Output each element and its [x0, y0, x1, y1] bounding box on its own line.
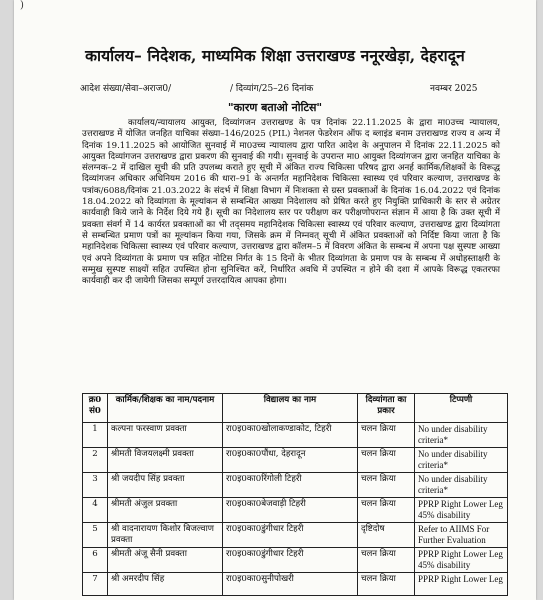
cell-serial: 3: [83, 473, 108, 498]
header-disability-type: दिव्यांगता का प्रकार: [358, 394, 415, 423]
cell-remark: No under disability criteria*: [415, 448, 508, 473]
cell-school: रा0इ0का0बेजवाड़ी टिहरी: [223, 498, 358, 523]
cell-name: श्री वादनारायण किशोर बिजल्वाण प्रवक्ता: [108, 523, 223, 548]
cell-name: कल्पना फरस्वाण प्रवक्ता: [108, 423, 223, 448]
cell-school: रा0इ0का0पौंधा, देहरादून: [223, 448, 358, 473]
cell-name: श्री जयदीप सिंह प्रवक्ता: [108, 473, 223, 498]
cell-school: रा0इ0का0डुंगीधार टिहरी: [223, 523, 358, 548]
table-row: [83, 523, 508, 548]
cell-school: रा0इ0का0सुनीपोखरी: [223, 573, 358, 596]
reference-number: आदेश संख्या/सेवा–अराज0/: [80, 84, 172, 94]
cell-remark: No under disability criteria*: [415, 473, 508, 498]
cell-type: चलन क्रिया: [358, 473, 415, 498]
cell-name: श्री अमरदीप सिंह: [108, 573, 223, 596]
cell-serial: 4: [83, 498, 108, 523]
header-school: विद्यालय का नाम: [223, 394, 358, 423]
notice-body: कार्यालय/न्यायालय आयुक्त, दिव्यांगजन उत्तराखण्ड के पत्र दिनांक 22.11.2025 के द्वारा मा0उच्च न्यायालय, उत्तराखण्ड में योजित जनहित याचिका संख्या–146/2025 (PIL) नेशनल फेडरेशन ऑफ द ब्लाइंड बनाम उत्तराखण्ड राज्य व अन्य में दिनांक 19.11.2025 को आयोजित सुनवाई में मा0उच्च न्यायालय द्वारा पारित आदेश के अनुपालन में दिनांक 22.11.2025 को आयुक्त दिव्यांगजन उत्तराखण्ड द्वारा प्रकरण की सुनवाई की गयी। सुनवाई के उपरान्त मा0 आयुक्त दिव्यांगजन द्वारा जनहित याचिका के संलग्नक–2 में दाखिल सूची की प्रति उपलब्ध कराते हुए सूची में अंकित राज्य चिकित्सा परिषद द्वारा अनर्ह कार्मिक/शिक्षकों के विरूद्ध दिव्यांगजन अधिकार अधिनियम 2016 की धारा–91 के अन्तर्गत महानिदेशक चिकित्सा स्वास्थ्य एवं परिवार कल्याण, उत्तराखण्ड के पत्रांक/6088/दिनांक 21.03.2022 के संदर्भ में शिक्षा विभाग में निःशक्ता से ग्रस्त प्रवक्ताओं के दिनांक 16.04.2022 एवं दिनांक 18.04.2022 को दिव्यांगता के मूल्यांकन से सम्बन्धित आख्या निदेशालय को प्रेषित करते हुए नियुक्ति प्राधिकारी के स्तर से अग्रेतर कार्यवाही किये जाने के निर्देश दिये गये हैं। सूची का निदेशालय स्तर पर परीक्षण कर परीक्षणोपरान्त संज्ञान में आया है कि उक्त सूची में प्रवक्ता संवर्ग में 14 कार्यरत प्रवक्ताओं का भी तद्समय महानिदेशक चिकित्सा स्वास्थ्य एवं परिवार कल्याण, उत्तराखण्ड द्वारा दिव्यांगता से सम्बन्धित प्रमाण पत्रों का मूल्यांकन किया गया, जिसके क्रम में निम्नवत् सूची में अंकित प्रवक्ताओं को निर्दिष्ट किया जाता है कि महानिदेशक चिकित्सा स्वास्थ्य एवं परिवार कल्याण, उत्तराखण्ड द्वारा कॉलम–5 में विवरण अंकित के सम्बन्ध में अपना पक्ष सुस्पष्ट आख्या एवं अपने दिव्यांगता के प्रमाण पत्र सहित नोटिस निर्गत के 15 दिनों के भीतर दिव्यांगता के प्रमाण पत्र के सम्बन्ध में अधोहस्ताक्षरी के सम्मुख सुस्पष्ट साक्ष्यों सहित उपस्थित होना सुनिश्चित करें, निर्धारित अवधि में उपस्थित न होने की दशा में आपके विरूद्ध एकतरफा कार्यवाही कर दी जायेगी जिसका सम्पूर्ण उत्तरदायित्व आपका होगा।: [82, 118, 500, 287]
cell-name: श्रीमती अंजुल प्रवक्ता: [108, 498, 223, 523]
table-row: [83, 573, 508, 596]
cell-serial: 6: [83, 548, 108, 573]
header-name: कार्मिक/शिक्षक का नाम/पदनाम: [108, 394, 223, 423]
cell-remark: PPRP Right Lower Leg 45% disability: [415, 548, 508, 573]
cell-remark: PPRP Right Lower Leg 45% disability: [415, 498, 508, 523]
cell-name: श्रीमती अंजू सैनी प्रवक्ता: [108, 548, 223, 573]
notice-title: "कारण बताओ नोटिस": [227, 101, 323, 114]
reference-middle: / दिव्यांग/25–26 दिनांक: [230, 84, 314, 94]
cell-serial: 7: [83, 573, 108, 596]
table-row: [83, 473, 508, 498]
table-header-row: [83, 394, 508, 423]
reference-date: नवम्बर 2025: [430, 84, 478, 94]
cell-type: दृष्टिदोष: [358, 523, 415, 548]
cell-name: श्रीमती विजयलक्ष्मी प्रवक्ता: [108, 448, 223, 473]
cell-serial: 2: [83, 448, 108, 473]
cell-type: चलन क्रिया: [358, 548, 415, 573]
cell-school: रा0इ0का0खोलाकण्डाकोट, टिहरी: [223, 423, 358, 448]
document-page: [14, 0, 536, 600]
header-remark: टिप्पणी: [415, 394, 508, 423]
cell-serial: 1: [83, 423, 108, 448]
cell-type: चलन क्रिया: [358, 448, 415, 473]
table-row: [83, 448, 508, 473]
cell-type: चलन क्रिया: [358, 498, 415, 523]
cell-remark: No under disability criteria*: [415, 423, 508, 448]
cell-type: चलन क्रिया: [358, 573, 415, 596]
notice-table: [82, 393, 508, 596]
cell-serial: 5: [83, 523, 108, 548]
office-heading: कार्यालय– निदेशक, माध्यमिक शिक्षा उत्तराखण्ड ननूरखेड़ा, देहरादून: [85, 46, 465, 65]
cell-type: चलन क्रिया: [358, 423, 415, 448]
cell-remark: PPRP Right Lower Leg: [415, 573, 508, 596]
table-row: [83, 423, 508, 448]
corner-mark: ): [20, 0, 24, 11]
cell-school: रा0इ0का0रिंगोली टिहरी: [223, 473, 358, 498]
cell-school: रा0इ0का0डुंगीधार टिहरी: [223, 548, 358, 573]
table-row: [83, 498, 508, 523]
header-serial: क्र0 सं0: [83, 394, 108, 423]
cell-remark: Refer to AIIMS For Further Evaluation: [415, 523, 508, 548]
table-row: [83, 548, 508, 573]
